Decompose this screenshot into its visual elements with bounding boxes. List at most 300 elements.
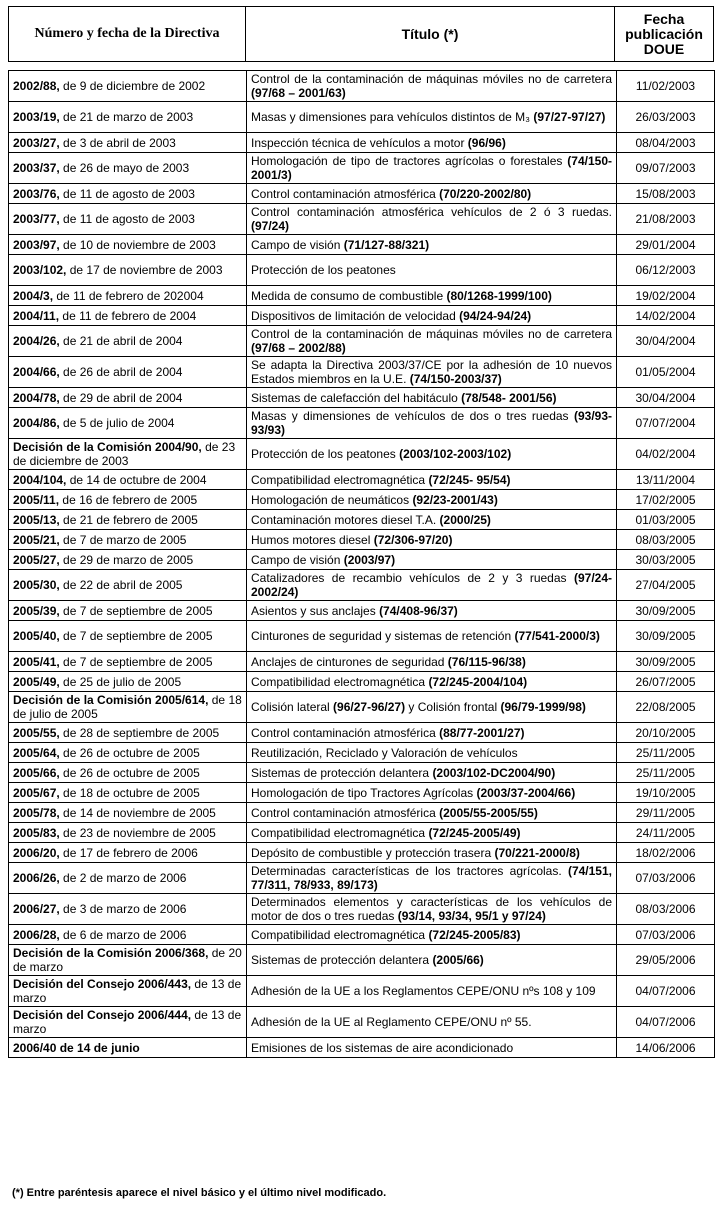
title-text: Determinados elementos y características de los vehículos de motor de dos o tres ruedas [251, 895, 612, 923]
title-cell [247, 843, 617, 863]
title-text: Homologación de neumáticos [251, 492, 413, 507]
publication-date-cell: 25/11/2005 [617, 743, 715, 763]
directive-cell [9, 357, 247, 388]
directive-number: 2005/21, [13, 532, 60, 547]
table-row [9, 530, 715, 550]
title-text: Dispositivos de limitación de velocidad [251, 308, 460, 323]
title-cell [247, 652, 617, 672]
title-level-reference: (92/23-2001/43) [412, 492, 498, 507]
title-level-reference: (72/245- 95/54) [428, 472, 511, 487]
directive-date: de 6 de marzo de 2006 [59, 927, 187, 942]
directive-date: de 29 de marzo de 2005 [59, 552, 194, 567]
table-row [9, 863, 715, 894]
publication-date-cell: 14/02/2004 [617, 306, 715, 326]
directive-cell [9, 601, 247, 621]
publication-date-cell: 24/11/2005 [617, 823, 715, 843]
title-cell [247, 510, 617, 530]
publication-date-cell: 13/11/2004 [617, 470, 715, 490]
title-cell [247, 470, 617, 490]
directive-number: 2004/78, [13, 390, 60, 405]
footnote: (*) Entre paréntesis aparece el nivel básico y el último nivel modificado. [12, 1187, 387, 1199]
directive-date: de 18 de julio de 2005 [13, 693, 242, 721]
title-level-reference: (77/541-2000/3) [514, 629, 600, 643]
table-row [9, 235, 715, 255]
title-level-reference: (74/150-2003/37) [409, 372, 502, 386]
title-level-reference: (97/27-97/27) [533, 110, 606, 124]
directive-date: de 11 de febrero de 2004 [59, 308, 197, 323]
publication-date-cell: 29/11/2005 [617, 803, 715, 823]
title-cell [247, 945, 617, 976]
directives-table [8, 70, 715, 1058]
header-date-line2: publicación [625, 25, 703, 42]
publication-date-cell: 07/07/2004 [617, 408, 715, 439]
table-row [9, 550, 715, 570]
title-text: Campo de visión [251, 552, 344, 567]
title-text: Emisiones de los sistemas de aire acondicionado [251, 1040, 514, 1055]
publication-date-cell: 26/03/2003 [617, 102, 715, 133]
directive-number: 2006/27, [13, 902, 60, 916]
title-cell [247, 894, 617, 925]
directive-cell [9, 255, 247, 286]
directive-cell [9, 976, 247, 1007]
title-cell [247, 925, 617, 945]
directive-number: 2005/67, [13, 785, 60, 800]
table-row [9, 510, 715, 530]
title-text: Reutilización, Reciclado y Valoración de vehículos [251, 745, 518, 760]
table-row [9, 255, 715, 286]
table-row [9, 925, 715, 945]
publication-date-cell: 01/03/2005 [617, 510, 715, 530]
table-row [9, 439, 715, 470]
directive-number: 2004/3, [13, 288, 54, 303]
directive-date: de 3 de abril de 2003 [59, 135, 176, 150]
directive-number: 2003/102, [13, 263, 67, 277]
directive-number: 2005/78, [13, 805, 60, 820]
title-text: Campo de visión [251, 237, 344, 252]
table-row [9, 743, 715, 763]
title-text: Contaminación motores diesel T.A. [251, 512, 440, 527]
title-text: Catalizadores de recambio vehículos de 2 y 3 ruedas [251, 571, 574, 585]
directive-number: Decisión del Consejo 2006/443, [13, 977, 192, 991]
directive-number: Decisión de la Comisión 2005/614, [13, 693, 209, 707]
title-cell [247, 357, 617, 388]
title-level-reference: (74/150-2001/3) [251, 154, 612, 182]
directive-date: de 13 de marzo [13, 1008, 242, 1036]
directive-number: 2004/26, [13, 334, 60, 348]
title-cell [247, 255, 617, 286]
publication-date-cell: 04/07/2006 [617, 1007, 715, 1038]
directive-cell [9, 326, 247, 357]
title-text: Sistemas de protección delantera [251, 953, 433, 967]
title-cell [247, 621, 617, 652]
table-row [9, 1007, 715, 1038]
directive-number: 2006/28, [13, 927, 60, 942]
title-cell [247, 490, 617, 510]
publication-date-cell: 17/02/2005 [617, 490, 715, 510]
title-text: Adhesión de la UE a los Reglamentos CEPE/ONU nºs 108 y 109 [251, 984, 596, 998]
directive-date: de 26 de octubre de 2005 [59, 765, 200, 780]
title-cell [247, 672, 617, 692]
publication-date-cell: 08/04/2003 [617, 133, 715, 153]
title-level-reference: (93/14, 93/34, 95/1 y 97/24) [397, 909, 546, 923]
directive-date: de 16 de febrero de 2005 [59, 492, 198, 507]
table-row [9, 1038, 715, 1058]
publication-date-cell: 04/02/2004 [617, 439, 715, 470]
title-cell [247, 550, 617, 570]
directive-cell [9, 286, 247, 306]
directive-date: de 9 de diciembre de 2002 [59, 79, 206, 93]
title-cell [247, 601, 617, 621]
table-row [9, 945, 715, 976]
title-level-reference: (96/79-1999/98) [500, 700, 586, 714]
table-row [9, 357, 715, 388]
directive-number: 2005/55, [13, 725, 60, 740]
publication-date-cell: 30/09/2005 [617, 652, 715, 672]
directive-number: 2002/88, [13, 79, 60, 93]
publication-date-cell: 25/11/2005 [617, 763, 715, 783]
directive-cell [9, 1007, 247, 1038]
directive-date: de 29 de abril de 2004 [59, 390, 183, 405]
title-text: Determinadas características de los tractores agrícolas. [251, 864, 568, 878]
directive-cell [9, 1038, 247, 1058]
directive-number: 2005/41, [13, 654, 60, 669]
title-text: Control de la contaminación de máquinas móviles no de carretera [251, 72, 612, 86]
directive-date: de 21 de febrero de 2005 [59, 512, 198, 527]
directive-number: 2003/76, [13, 186, 60, 201]
directive-date: de 7 de septiembre de 2005 [59, 603, 213, 618]
title-text: Protección de los peatones [251, 447, 400, 461]
title-text: Anclajes de cinturones de seguridad [251, 654, 448, 669]
title-level-reference: (72/306-97/20) [373, 532, 453, 547]
publication-date-cell: 30/03/2005 [617, 550, 715, 570]
directive-date: de 14 de octubre de 2004 [66, 472, 207, 487]
title-cell [247, 71, 617, 102]
title-level-reference: (97/24) [251, 219, 290, 233]
title-text: Sistemas de protección delantera [251, 765, 433, 780]
title-level-reference: (72/245-2005/49) [428, 825, 521, 840]
directive-cell [9, 843, 247, 863]
table-row [9, 783, 715, 803]
title-level-reference: (70/221-2000/8) [494, 845, 580, 860]
table-row [9, 803, 715, 823]
title-cell [247, 823, 617, 843]
publication-date-cell: 15/08/2003 [617, 184, 715, 204]
directive-date: de 17 de febrero de 2006 [59, 845, 198, 860]
directive-number: 2005/49, [13, 674, 60, 689]
directive-cell [9, 621, 247, 652]
publication-date-cell: 30/09/2005 [617, 601, 715, 621]
publication-date-cell: 06/12/2003 [617, 255, 715, 286]
title-text: Control contaminación atmosférica [251, 805, 440, 820]
title-cell [247, 1038, 617, 1058]
title-level-reference: (94/24-94/24) [459, 308, 532, 323]
title-text: y Colisión frontal [405, 700, 501, 714]
directive-cell [9, 133, 247, 153]
title-cell [247, 235, 617, 255]
publication-date-cell: 21/08/2003 [617, 204, 715, 235]
title-text: Inspección técnica de vehículos a motor [251, 135, 468, 150]
directive-date: de 26 de abril de 2004 [59, 365, 183, 379]
title-cell [247, 388, 617, 408]
table-row [9, 184, 715, 204]
title-level-reference: (72/245-2004/104) [428, 674, 528, 689]
title-cell [247, 976, 617, 1007]
table-row [9, 408, 715, 439]
directive-date: de 22 de abril de 2005 [59, 578, 183, 592]
header-date-line3: DOUE [643, 40, 685, 57]
table-row [9, 843, 715, 863]
directive-date: de 7 de septiembre de 2005 [59, 629, 213, 643]
directive-number: 2004/66, [13, 365, 60, 379]
directives-table-body [9, 71, 715, 1058]
directive-cell [9, 490, 247, 510]
directive-cell [9, 925, 247, 945]
table-row [9, 570, 715, 601]
table-row [9, 102, 715, 133]
title-level-reference: (2005/55-2005/55) [439, 805, 538, 820]
title-text: Sistemas de calefacción del habitáculo [251, 390, 462, 405]
publication-date-cell: 26/07/2005 [617, 672, 715, 692]
directive-cell [9, 408, 247, 439]
table-row [9, 621, 715, 652]
title-text: Compatibilidad electromagnética [251, 927, 429, 942]
publication-date-cell: 30/04/2004 [617, 326, 715, 357]
directive-date: de 23 de noviembre de 2005 [59, 825, 216, 840]
directive-cell [9, 743, 247, 763]
directive-cell [9, 803, 247, 823]
title-text: Cinturones de seguridad y sistemas de retención [251, 629, 515, 643]
directive-date: de 2 de marzo de 2006 [59, 871, 187, 885]
directive-number: 2005/64, [13, 745, 60, 760]
directive-cell [9, 388, 247, 408]
directive-date: de 11 de agosto de 2003 [59, 186, 195, 201]
title-cell [247, 184, 617, 204]
directive-cell [9, 823, 247, 843]
directive-date: de 17 de noviembre de 2003 [66, 263, 223, 277]
title-cell [247, 204, 617, 235]
directive-date: de 25 de julio de 2005 [59, 674, 182, 689]
table-row [9, 692, 715, 723]
directive-cell [9, 204, 247, 235]
directive-cell [9, 652, 247, 672]
title-level-reference: (2003/102-DC2004/90) [432, 765, 556, 780]
title-level-reference: (93/93-93/93) [251, 409, 612, 437]
title-text: Depósito de combustible y protección trasera [251, 845, 495, 860]
directive-date: de 26 de octubre de 2005 [59, 745, 200, 760]
title-level-reference: (78/548- 2001/56) [461, 390, 557, 405]
title-text: Compatibilidad electromagnética [251, 472, 429, 487]
publication-date-cell: 19/02/2004 [617, 286, 715, 306]
title-level-reference: (2003/102-2003/102) [399, 447, 512, 461]
title-cell [247, 863, 617, 894]
directive-cell [9, 439, 247, 470]
directive-date: de 7 de marzo de 2005 [59, 532, 187, 547]
directive-cell [9, 692, 247, 723]
directive-number: 2005/13, [13, 512, 60, 527]
title-text: Homologación de tipo de tractores agrícolas o forestales [251, 154, 568, 168]
table-row [9, 490, 715, 510]
title-text: Compatibilidad electromagnética [251, 674, 429, 689]
table-row [9, 153, 715, 184]
directive-cell [9, 184, 247, 204]
title-text: Adhesión de la UE al Reglamento CEPE/ONU nº 55. [251, 1015, 532, 1029]
header-directive-number: Número y fecha de la Directiva [9, 7, 246, 62]
title-cell [247, 408, 617, 439]
title-level-reference: (97/68 – 2001/63) [251, 86, 346, 100]
title-text: Homologación de tipo Tractores Agrícolas [251, 785, 477, 800]
directive-cell [9, 570, 247, 601]
publication-date-cell: 27/04/2005 [617, 570, 715, 601]
title-level-reference: (96/96) [467, 135, 506, 150]
publication-date-cell: 30/04/2004 [617, 388, 715, 408]
directive-cell [9, 510, 247, 530]
directive-date: de 21 de marzo de 2003 [59, 110, 194, 124]
table-row [9, 894, 715, 925]
title-cell [247, 692, 617, 723]
directive-number: 2005/30, [13, 578, 60, 592]
title-level-reference: (88/77-2001/27) [439, 725, 525, 740]
title-level-reference: (80/1268-1999/100) [446, 288, 552, 303]
directive-number: 2005/40, [13, 629, 60, 643]
title-cell [247, 723, 617, 743]
table-row [9, 763, 715, 783]
directive-number: 2003/77, [13, 212, 60, 226]
title-text: Protección de los peatones [251, 263, 396, 277]
directive-cell [9, 550, 247, 570]
directive-date: de 14 de noviembre de 2005 [59, 805, 216, 820]
directive-number: Decisión de la Comisión 2006/368, [13, 946, 209, 960]
directive-cell [9, 235, 247, 255]
directive-number: Decisión del Consejo 2006/444, [13, 1008, 192, 1022]
directive-number: 2003/19, [13, 110, 60, 124]
directive-cell [9, 306, 247, 326]
title-level-reference: (2003/37-2004/66) [476, 785, 576, 800]
title-text: Control de la contaminación de máquinas móviles no de carretera [251, 327, 612, 341]
table-row [9, 133, 715, 153]
publication-date-cell: 18/02/2006 [617, 843, 715, 863]
directive-date: de 5 de julio de 2004 [59, 416, 175, 430]
title-text: Se adapta la Directiva 2003/37/CE por la adhesión de 10 nuevos Estados miembros en la U.E. [251, 358, 612, 386]
publication-date-cell: 30/09/2005 [617, 621, 715, 652]
title-text: Medida de consumo de combustible [251, 288, 447, 303]
directive-number: 2004/104, [13, 472, 67, 487]
directive-number: 2005/83, [13, 825, 60, 840]
publication-date-cell: 11/02/2003 [617, 71, 715, 102]
directive-cell [9, 470, 247, 490]
directive-date: de 28 de septiembre de 2005 [59, 725, 220, 740]
directive-date: de 20 de marzo [13, 946, 242, 974]
publication-date-cell: 04/07/2006 [617, 976, 715, 1007]
title-level-reference: (72/245-2005/83) [428, 927, 521, 942]
directive-cell [9, 783, 247, 803]
directive-date: de 21 de abril de 2004 [59, 334, 183, 348]
directive-number: 2005/11, [13, 492, 60, 507]
title-level-reference: (97/24-2002/24) [251, 571, 612, 599]
publication-date-cell: 14/06/2006 [617, 1038, 715, 1058]
title-cell [247, 783, 617, 803]
title-cell [247, 102, 617, 133]
table-row [9, 723, 715, 743]
directive-cell [9, 102, 247, 133]
title-level-reference: (96/27-96/27) [333, 700, 406, 714]
directive-number: 2003/37, [13, 161, 60, 175]
title-level-reference: (2000/25) [439, 512, 491, 527]
directive-number: 2004/11, [13, 308, 60, 323]
directive-number: 2005/66, [13, 765, 60, 780]
directive-number: 2004/86, [13, 416, 60, 430]
header-title: Título (*) [246, 7, 615, 62]
title-cell [247, 1007, 617, 1038]
directive-cell [9, 894, 247, 925]
title-text: Control contaminación atmosférica vehículos de 2 ó 3 ruedas. [251, 205, 612, 219]
publication-date-cell: 07/03/2006 [617, 925, 715, 945]
title-text: Colisión lateral [251, 700, 334, 714]
publication-date-cell: 22/08/2005 [617, 692, 715, 723]
title-text: Humos motores diesel [251, 532, 374, 547]
title-text: Control contaminación atmosférica [251, 186, 440, 201]
title-cell [247, 153, 617, 184]
title-level-reference: (2005/66) [432, 953, 484, 967]
title-text: Asientos y sus anclajes [251, 603, 380, 618]
directive-number: 2003/27, [13, 135, 60, 150]
title-cell [247, 743, 617, 763]
directive-cell [9, 723, 247, 743]
directive-number: 2005/39, [13, 603, 60, 618]
directive-number: 2003/97, [13, 237, 60, 252]
directive-number: Decisión de la Comisión 2004/90, [13, 440, 202, 454]
title-level-reference: (76/115-96/38) [447, 654, 526, 669]
title-cell [247, 306, 617, 326]
publication-date-cell: 01/05/2004 [617, 357, 715, 388]
header-publication-date [615, 7, 714, 62]
directive-cell [9, 530, 247, 550]
directive-date: de 11 de febrero de 202004 [53, 288, 204, 303]
table-row [9, 470, 715, 490]
publication-date-cell: 19/10/2005 [617, 783, 715, 803]
table-row [9, 388, 715, 408]
title-level-reference: (71/127-88/321) [343, 237, 430, 252]
table-row [9, 326, 715, 357]
title-cell [247, 530, 617, 550]
table-row [9, 823, 715, 843]
directive-cell [9, 945, 247, 976]
table-row [9, 71, 715, 102]
title-cell [247, 326, 617, 357]
table-row [9, 652, 715, 672]
title-text: Control contaminación atmosférica [251, 725, 440, 740]
directive-date: de 23 de diciembre de 2003 [13, 440, 236, 468]
publication-date-cell: 29/01/2004 [617, 235, 715, 255]
directive-date: de 18 de octubre de 2005 [59, 785, 200, 800]
directive-number: 2006/26, [13, 871, 60, 885]
title-cell [247, 133, 617, 153]
table-row [9, 601, 715, 621]
title-text: Masas y dimensiones de vehículos de dos o tres ruedas [251, 409, 574, 423]
directive-cell [9, 672, 247, 692]
publication-date-cell: 08/03/2005 [617, 530, 715, 550]
directive-date: de 11 de agosto de 2003 [59, 212, 195, 226]
title-level-reference: (74/408-96/37) [379, 603, 458, 618]
title-cell [247, 763, 617, 783]
header-date-line1: Fecha [643, 10, 685, 27]
publication-date-cell: 09/07/2003 [617, 153, 715, 184]
directive-date: de 26 de mayo de 2003 [59, 161, 190, 175]
directive-cell [9, 863, 247, 894]
directive-date: de 7 de septiembre de 2005 [59, 654, 213, 669]
directive-cell [9, 153, 247, 184]
table-row [9, 976, 715, 1007]
title-text: Compatibilidad electromagnética [251, 825, 429, 840]
